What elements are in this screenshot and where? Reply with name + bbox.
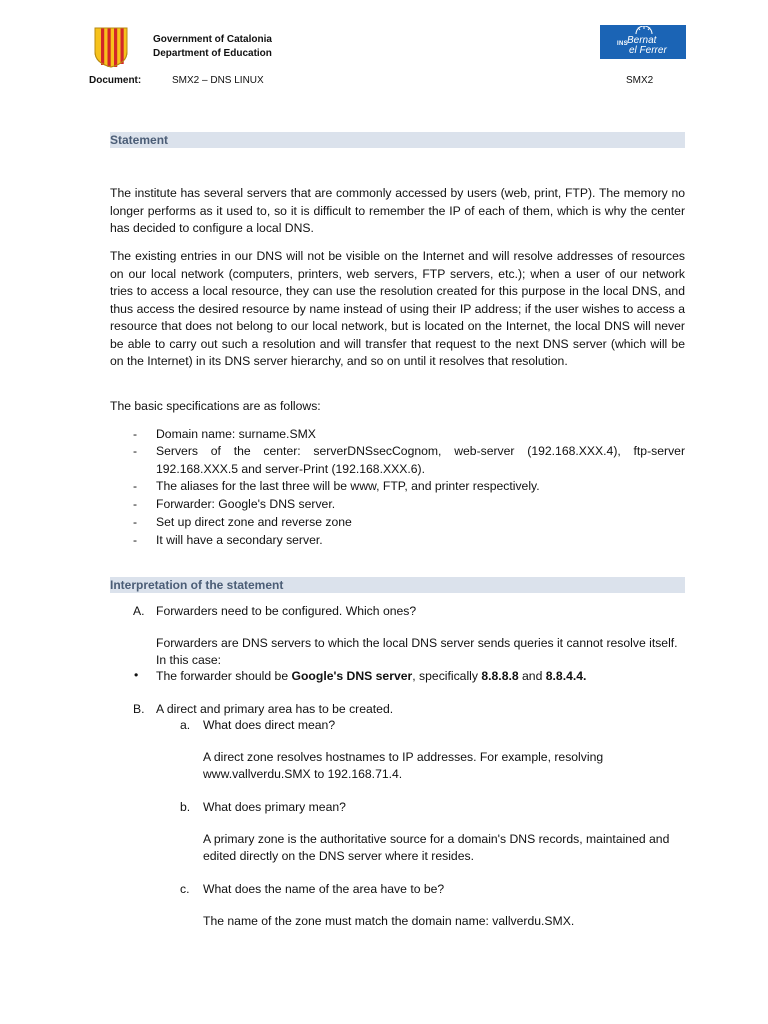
bullet-text-and: and: [518, 669, 546, 683]
document-label: Document:: [89, 75, 142, 86]
question-b-a: What does direct mean?: [203, 718, 336, 732]
list-item: It will have a secondary server.: [156, 533, 323, 547]
document-code: SMX2: [626, 75, 654, 86]
list-item: Servers of the center: serverDNSsecCognom, web-server (192.168.XXX.4), ftp-server 192.168.XXX.5 and server-Print (192.168.XXX.6).: [156, 444, 685, 476]
list-item: Domain name: surname.SMX: [156, 427, 316, 441]
list-dash: -: [133, 497, 138, 511]
sub-marker-b: b.: [180, 800, 191, 814]
question-a: Forwarders need to be configured. Which ones?: [156, 604, 417, 618]
question-b-c: What does the name of the area have to be?: [203, 882, 445, 896]
sun-rays-icon: [634, 26, 654, 34]
question-b-b: What does primary mean?: [203, 800, 346, 814]
organization-name: [153, 33, 272, 61]
list-dash: -: [133, 427, 138, 441]
document-title: SMX2 – DNS LINUX: [172, 75, 264, 86]
org-line-2: Department of Education: [153, 48, 272, 59]
sub-marker-c: c.: [180, 882, 190, 896]
list-dash: -: [133, 444, 138, 458]
bullet-text-mid: , specifically: [412, 669, 482, 683]
list-dash: -: [133, 515, 138, 529]
list-item: Set up direct zone and reverse zone: [156, 515, 352, 529]
list-item: The aliases for the last three will be www, FTP, and printer respectively.: [156, 479, 540, 493]
bullet-text-end: .: [583, 669, 587, 683]
bullet-bold-ip1: 8.8.8.8: [481, 669, 519, 683]
answer-b-a: A direct zone resolves hostnames to IP addresses. For example, resolving www.vallverdu.SMX to 192.168.71.4.: [203, 750, 604, 781]
section-heading-interpretation: Interpretation of the statement: [110, 577, 685, 593]
list-item: Forwarder: Google's DNS server.: [156, 497, 336, 511]
sub-marker-a: a.: [180, 718, 191, 732]
item-marker-b: B.: [133, 702, 145, 716]
answer-b-b: A primary zone is the authoritative source for a domain's DNS records, maintained and edited directly on the DNS server where it resides.: [203, 832, 670, 863]
logo-line-1: Bernat: [627, 35, 657, 46]
bullet-marker: •: [134, 668, 139, 682]
list-dash: -: [133, 533, 138, 547]
catalonia-shield-logo: [92, 26, 130, 68]
section-heading-statement: Statement: [110, 132, 685, 148]
statement-paragraph-2: The existing entries in our DNS will not be visible on the Internet and will resolve addresses of resources on our local network (computers, printers, web servers, FTP servers, etc.); when a user of our network tries to access a local resource, they can use the resolution created for this purpose in the local DNS, and thus access the desired resource by name instead of using their IP address; if the user wishes to access a resource that does not belong to our local network, but is located on the Internet, the local DNS will never be able to carry out such a resolution and will transfer that request to the next DNS server (which will be on the Internet) in its DNS server hierarchy, and so on until it resolves that resolution.: [110, 249, 685, 368]
list-dash: -: [133, 479, 138, 493]
bernat-el-ferrer-logo: [600, 25, 686, 59]
bullet-bold-google: Google's DNS server: [291, 669, 413, 683]
logo-prefix: INS: [617, 41, 628, 47]
answer-b-c: The name of the zone must match the domain name: vallverdu.SMX.: [203, 914, 575, 928]
statement-paragraph-1: The institute has several servers that are commonly accessed by users (web, print, FTP). The memory no longer performs as it used to, so it is difficult to remember the IP of each of them, which is why the center has decided to configure a local DNS.: [110, 186, 685, 235]
logo-line-2: el Ferrer: [629, 45, 667, 56]
forwarder-bullet: [156, 668, 685, 685]
answer-a: Forwarders are DNS servers to which the local DNS server sends queries it cannot resolve itself. In this case:: [156, 636, 678, 667]
bullet-bold-ip2: 8.8.4.4: [545, 669, 584, 683]
org-line-1: Government of Catalonia: [153, 34, 272, 45]
bullet-text-pre: The forwarder should be: [156, 669, 292, 683]
specs-intro: The basic specifications are as follows:: [110, 399, 321, 413]
item-b-text: A direct and primary area has to be created.: [156, 702, 394, 716]
item-marker-a: A.: [133, 604, 145, 618]
